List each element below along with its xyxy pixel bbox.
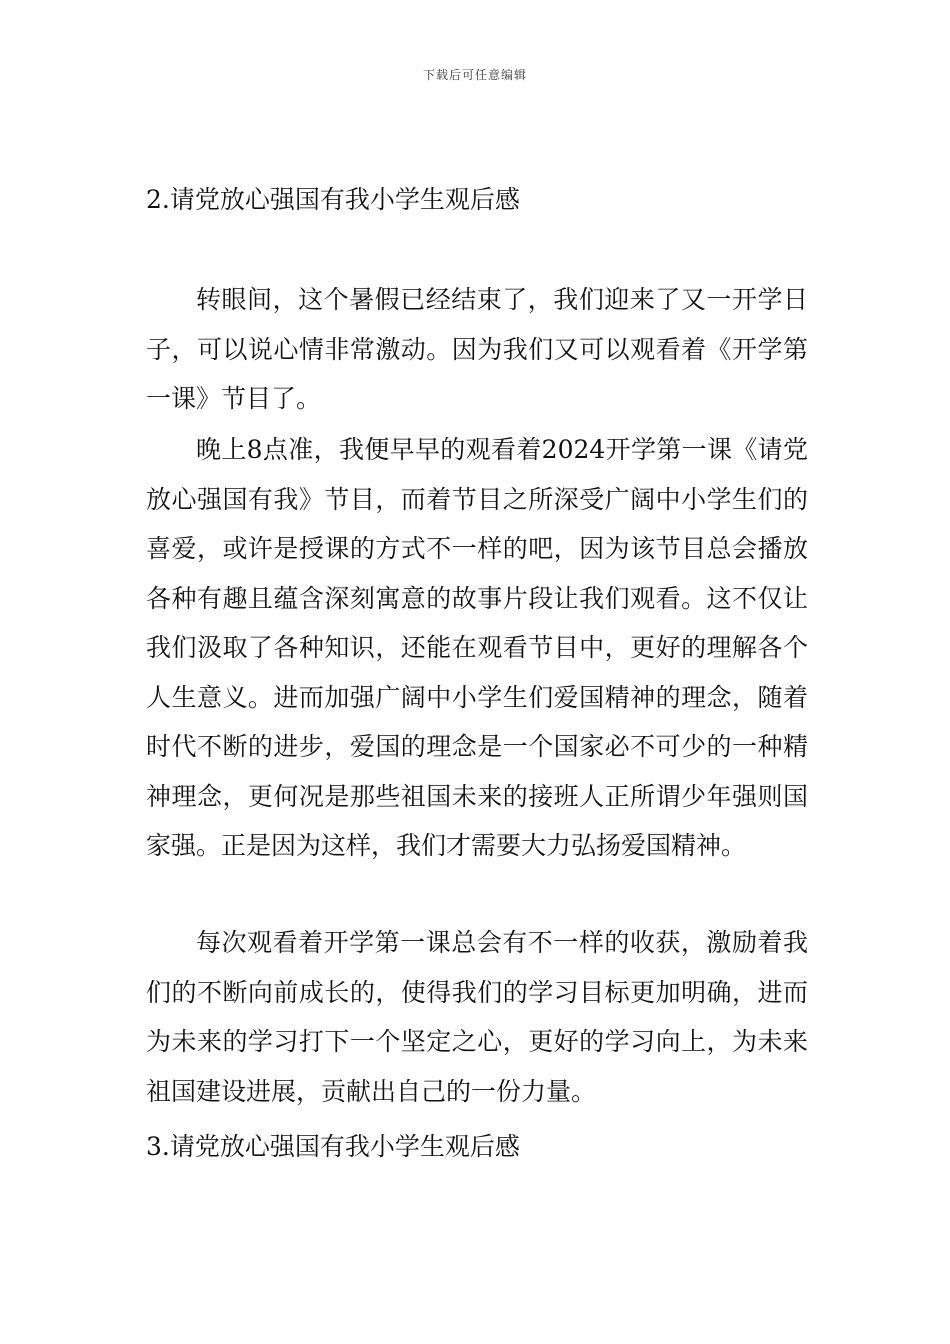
- body-paragraph: 每次观看着开学第一课总会有不一样的收获，激励着我们的不断向前成长的，使得我们的学习目标更加明确，进而为未来的学习打下一个坚定之心，更好的学习向上，为未来祖国建设进展，贡献出自己的一份力量。: [146, 928, 808, 1106]
- body-paragraph: 晚上8点准，我便早早的观看着2024开学第一课《请党放心强国有我》节目，而着节目之所深受广阔中小学生们的喜爱，或许是授课的方式不一样的吧，因为该节目总会播放各种有趣且蕴含深刻寓意的故事片段让我们观看。这不仅让我们汲取了各种知识，还能在观看节目中，更好的理解各个人生意义。进而加强广阔中小学生们爱国精神的理念，随着时代不断的进步，爱国的理念是一个国家必不可少的一种精神理念，更何况是那些祖国未来的接班人正所谓少年强则国家强。正是因为这样，我们才需要大力弘扬爱国精神。: [146, 435, 808, 860]
- body-paragraph: 转眼间，这个暑假已经结束了，我们迎来了又一开学日子，可以说心情非常激动。因为我们又可以观看着《开学第一课》节目了。: [146, 285, 808, 413]
- section-heading: 2.请党放心强国有我小学生观后感: [146, 185, 520, 214]
- page-header-note: 下载后可任意编辑: [422, 68, 527, 82]
- section-heading: 3.请党放心强国有我小学生观后感: [146, 1132, 520, 1161]
